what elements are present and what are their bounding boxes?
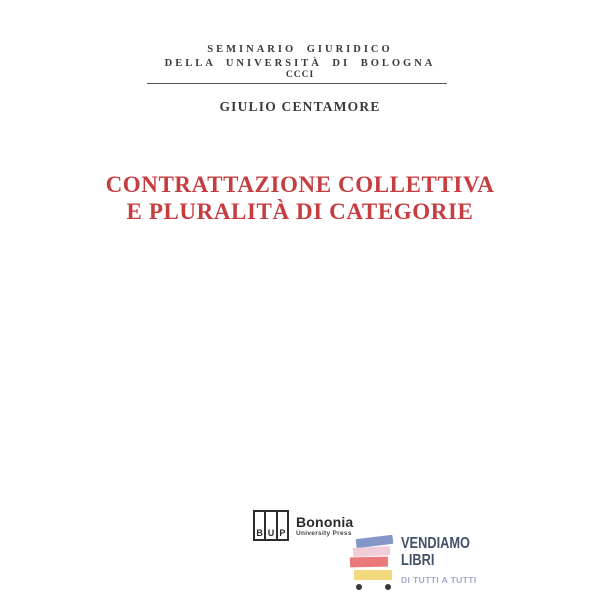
watermark-brand-line1: VENDIAMO <box>401 535 470 552</box>
bup-logo-icon <box>253 510 289 541</box>
publisher-wordmark <box>296 510 353 537</box>
title-line-2: E PLURALITÀ DI CATEGORIE <box>126 199 474 224</box>
watermark-text <box>401 534 487 592</box>
bup-letter-b: B <box>255 512 266 539</box>
watermark-brand-line2: LIBRI <box>401 552 435 569</box>
book-cart-icon <box>348 534 396 592</box>
bup-letter-u: U <box>266 512 277 539</box>
bup-letter-p: P <box>279 528 286 538</box>
vendiamo-libri-watermark <box>348 534 487 592</box>
publisher-subtitle: University Press <box>296 530 352 537</box>
book-slab-pink <box>353 546 390 557</box>
book-title <box>0 171 600 225</box>
title-line-1: CONTRATTAZIONE COLLETTIVA <box>105 172 495 197</box>
publisher-logo <box>253 510 353 541</box>
series-title-line2: DELLA UNIVERSITÀ DI BOLOGNA <box>164 58 436 69</box>
header-divider <box>147 83 447 84</box>
book-slab-red <box>350 557 388 568</box>
watermark-tagline: DI TUTTI A TUTTI <box>401 575 477 585</box>
series-title-line1: SEMINARIO GIURIDICO <box>207 44 393 55</box>
author-name: GIULIO CENTAMORE <box>219 99 381 114</box>
cart-wheel-left-icon <box>356 584 362 590</box>
publisher-name: Bononia <box>296 514 354 530</box>
book-slab-yellow <box>354 570 392 580</box>
cart-wheel-right-icon <box>385 584 391 590</box>
series-volume-number: CCCI <box>285 70 315 80</box>
